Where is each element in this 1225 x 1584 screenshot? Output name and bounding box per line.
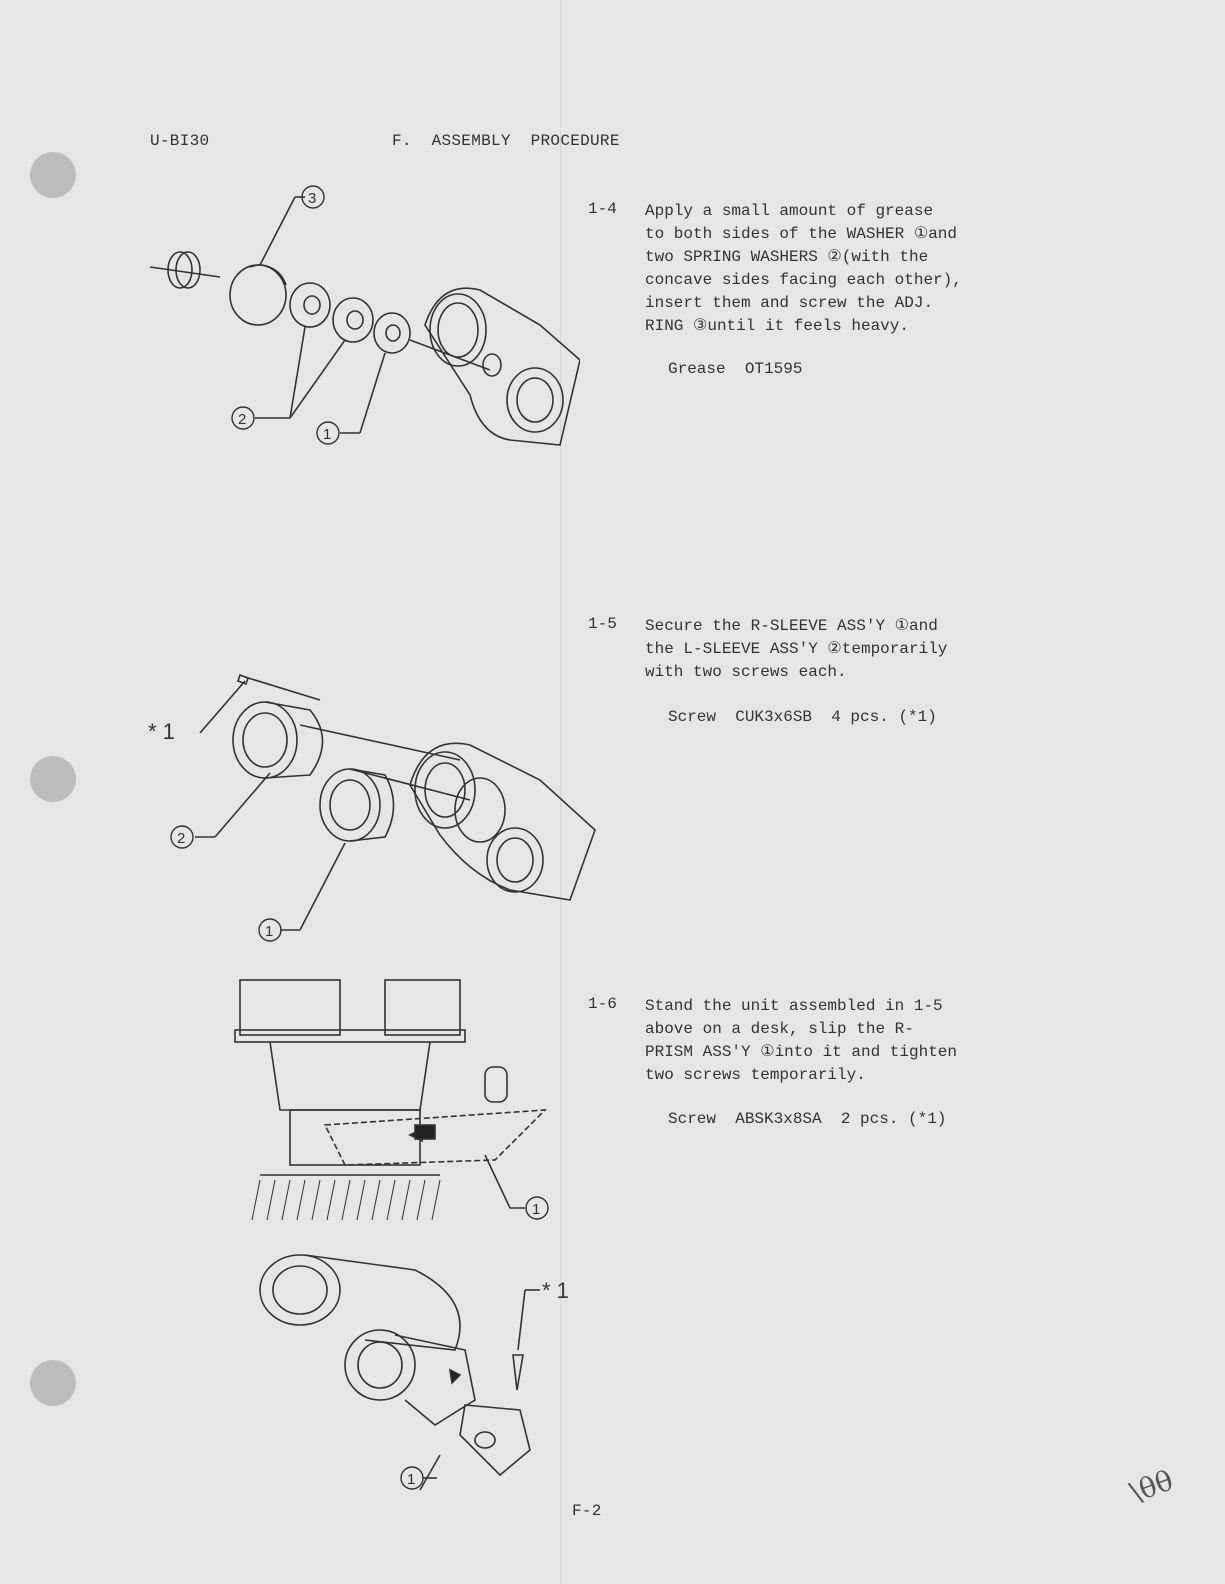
figure-washer-assembly	[140, 175, 580, 465]
figure-prism-side-view	[230, 975, 580, 1235]
step-line: the L-SLEEVE ASS'Y ②temporarily	[645, 640, 948, 658]
model-code: U-BI30	[150, 132, 210, 150]
step-line: Stand the unit assembled in 1-5	[645, 997, 943, 1015]
callout-label: 2	[238, 411, 247, 428]
step-line: Secure the R-SLEEVE ASS'Y ①and	[645, 617, 938, 635]
step-number: 1-6	[588, 995, 617, 1013]
binder-hole	[30, 1360, 76, 1406]
step-instructions	[645, 200, 1045, 338]
callout-label: * 1	[148, 719, 175, 744]
step-number: 1-4	[588, 200, 617, 218]
step-line: two screws temporarily.	[645, 1066, 866, 1084]
figure-prism-screw-view	[245, 1250, 595, 1500]
callout-1-fig4	[395, 1465, 475, 1505]
callout-label: 1	[407, 1471, 416, 1488]
step-line: PRISM ASS'Y ①into it and tighten	[645, 1043, 957, 1061]
step-line: Apply a small amount of grease	[645, 202, 934, 220]
page-number: F-2	[572, 1502, 602, 1520]
callout-label: 3	[308, 190, 317, 207]
step-line: with two screws each.	[645, 663, 847, 681]
handwritten-note: \θθ	[1125, 1463, 1178, 1510]
callout-label: 1	[532, 1201, 541, 1218]
step-instructions	[645, 615, 1045, 684]
step-line: insert them and screw the ADJ.	[645, 294, 934, 312]
spec-line: Screw CUK3x6SB 4 pcs. (*1)	[668, 708, 937, 726]
callout-label: 2	[177, 830, 186, 847]
binder-hole	[30, 756, 76, 802]
step-line: RING ③until it feels heavy.	[645, 317, 909, 335]
step-instructions	[645, 995, 1045, 1087]
step-line: two SPRING WASHERS ②(with the	[645, 248, 929, 266]
spec-line: Screw ABSK3x8SA 2 pcs. (*1)	[668, 1110, 947, 1128]
step-line: to both sides of the WASHER ①and	[645, 225, 957, 243]
binder-hole	[30, 152, 76, 198]
step-number: 1-5	[588, 615, 617, 633]
step-line: above on a desk, slip the R-	[645, 1020, 914, 1038]
section-title: F. ASSEMBLY PROCEDURE	[392, 132, 620, 150]
figure-sleeve-assembly	[140, 665, 600, 955]
step-line: concave sides facing each other),	[645, 271, 962, 289]
spec-line: Grease OT1595	[668, 360, 803, 378]
callout-label: 1	[323, 426, 332, 443]
callout-label: 1	[265, 923, 274, 940]
callout-label: * 1	[542, 1278, 569, 1303]
